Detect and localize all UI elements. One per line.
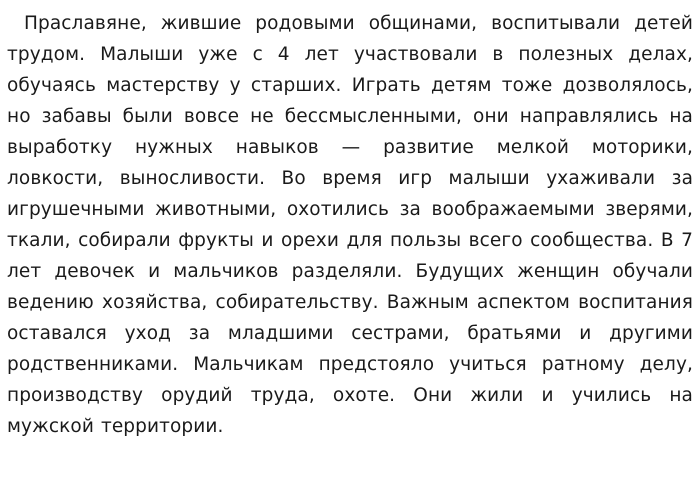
document-body — [7, 8, 693, 442]
text-paragraph: Праславяне, жившие родовыми общинами, воспитывали детей трудом. Малыши уже с 4 лет участвовали в полезных делах, обучаясь мастерству у старших. Играть детям тоже дозволялось, но забавы были вовсе не бессмысленными, они направлялись на выработку нужных навыков — развитие мелкой моторики, ловкости, выносливости. Во время игр малыши ухаживали за игрушечными животными, охотились за воображаемыми зверями, ткали, собирали фрукты и орехи для пользы всего сообщества. В 7 лет девочек и мальчиков разделяли. Будущих женщин обучали ведению хозяйства, собирательству. Важным аспектом воспитания оставался уход за младшими сестрами, братьями и другими родственниками. Мальчикам предстояло учиться ратному делу, производству орудий труда, охоте. Они жили и учились на мужской территории. — [7, 13, 693, 437]
